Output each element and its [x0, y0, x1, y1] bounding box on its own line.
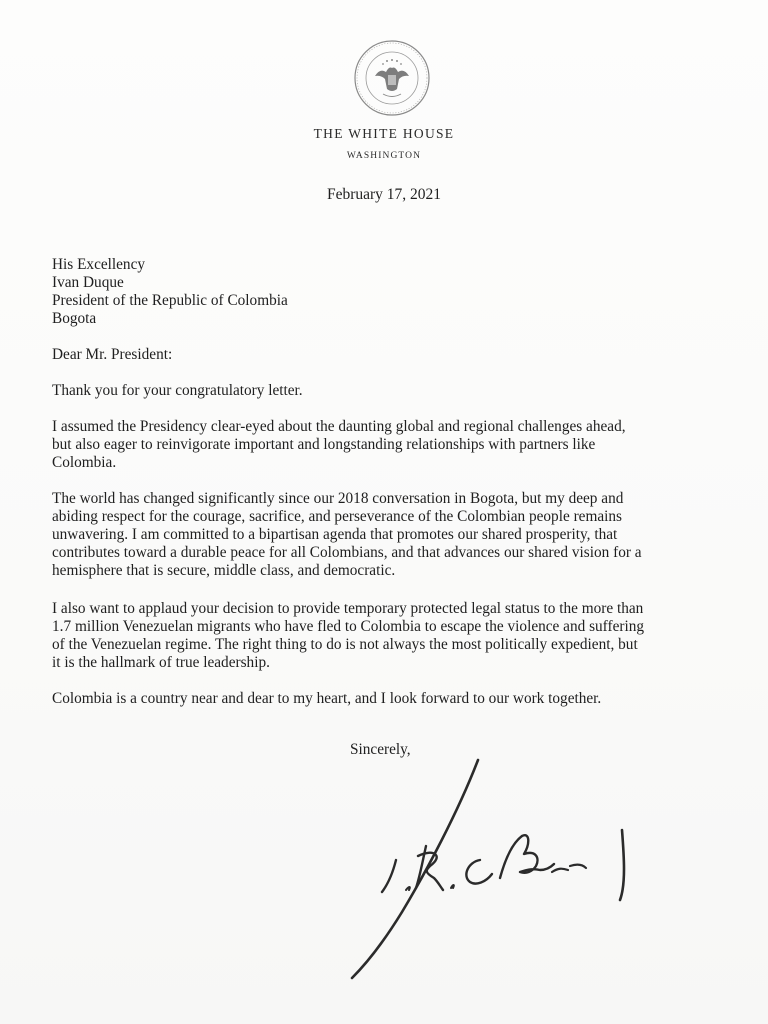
body-line: but also eager to reinvigorate important and longstanding relationships with partners like: [52, 436, 596, 453]
address-line-name: Ivan Duque: [52, 274, 124, 291]
signature-icon: [330, 752, 670, 982]
body-line: 1.7 million Venezuelan migrants who have fled to Colombia to escape the violence and suffering: [52, 618, 645, 635]
body-line: abiding respect for the courage, sacrifice, and perseverance of the Colombian people remains: [52, 508, 622, 525]
letter-date: February 17, 2021: [326, 186, 442, 203]
letterhead-subtitle: WASHINGTON: [346, 151, 422, 161]
body-line: I also want to applaud your decision to provide temporary protected legal status to the more than: [52, 600, 644, 617]
salutation: Dear Mr. President:: [52, 346, 173, 363]
letterhead-title: THE WHITE HOUSE: [313, 126, 455, 141]
address-line-city: Bogota: [52, 310, 97, 327]
body-line: The world has changed significantly since our 2018 conversation in Bogota, but my deep and: [52, 490, 624, 507]
body-line: I assumed the Presidency clear-eyed about the daunting global and regional challenges ahead,: [52, 418, 626, 435]
address-line-office: President of the Republic of Colombia: [52, 292, 288, 309]
closing: Sincerely,: [350, 741, 411, 758]
body-line: Colombia is a country near and dear to my heart, and I look forward to our work together.: [52, 690, 602, 707]
body-line: unwavering. I am committed to a bipartisan agenda that promotes our shared prosperity, that: [52, 526, 618, 543]
address-line-title: His Excellency: [52, 256, 146, 273]
presidential-seal-icon: [353, 39, 431, 117]
body-line: hemisphere that is secure, middle class, and democratic.: [52, 562, 396, 579]
body-line: Thank you for your congratulatory letter.: [52, 382, 303, 399]
body-line: contributes toward a durable peace for all Colombians, and that advances our shared vision for a: [52, 544, 642, 561]
body-line: it is the hallmark of true leadership.: [52, 654, 270, 671]
body-line: Colombia.: [52, 454, 117, 471]
body-line: of the Venezuelan regime. The right thing to do is not always the most politically expedient, but: [52, 636, 638, 653]
